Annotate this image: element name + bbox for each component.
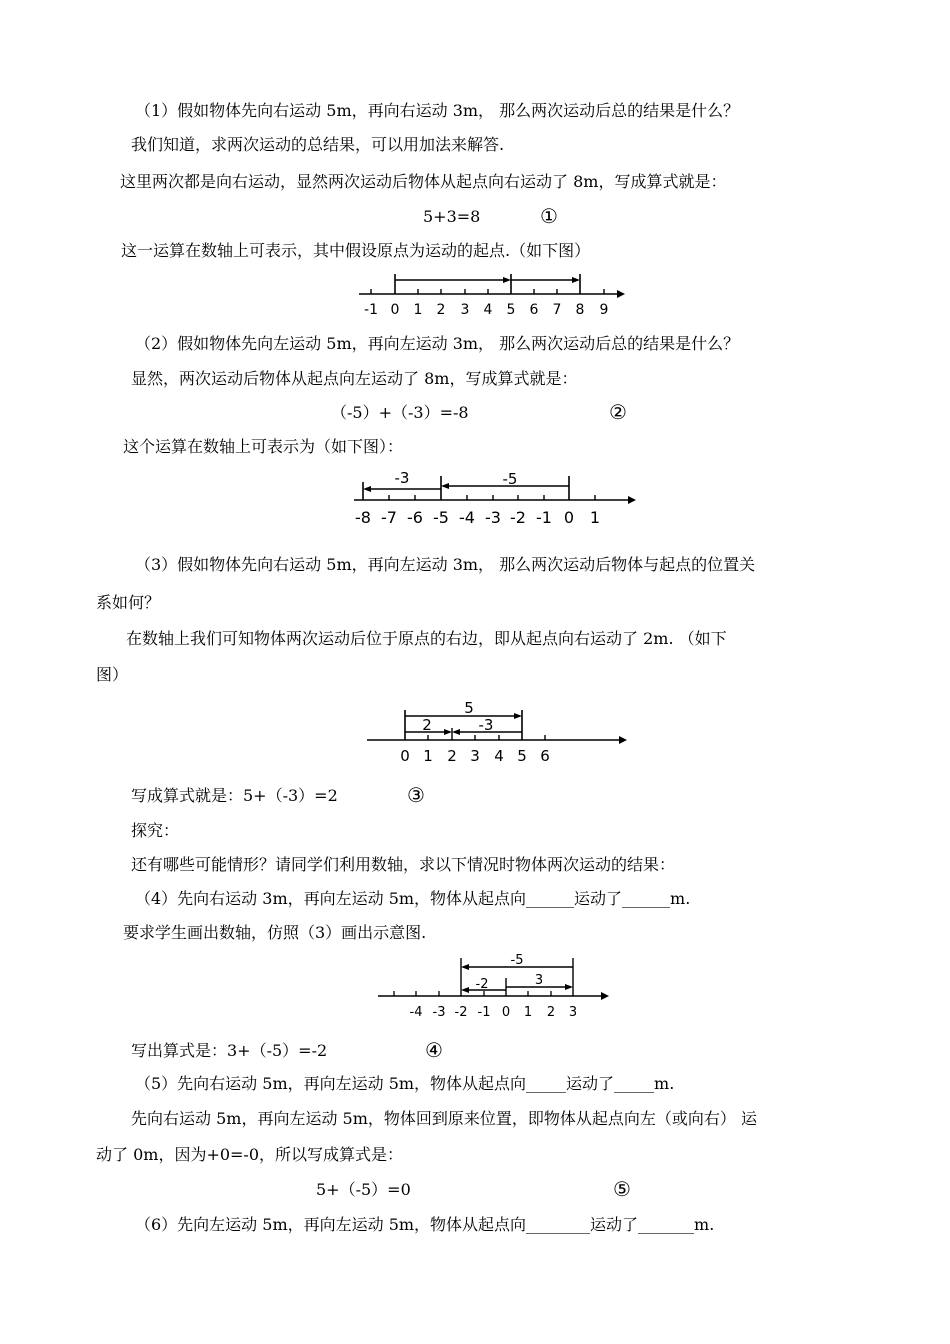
text-line: （2）假如物体先向左运动 5m，再向左运动 3m， 那么两次运动后总的结果是什么？ xyxy=(135,334,740,353)
tick-label: 1 xyxy=(413,302,423,318)
tick-label: 7 xyxy=(552,302,562,318)
number-line-diagram-4 xyxy=(376,950,616,1022)
arrow-label: -3 xyxy=(478,716,494,734)
text-line: （6）先向左运动 5m，再向左运动 5m，物体从起点向________运动了_______m. xyxy=(135,1215,715,1234)
tick-label: -3 xyxy=(432,1005,446,1020)
tick-label: 4 xyxy=(494,747,504,765)
tick-label: 3 xyxy=(470,747,480,765)
tick-label: 1 xyxy=(589,508,601,527)
text-line: 动了 0m，因为+0=-0，所以写成算式是： xyxy=(96,1145,404,1164)
tick-label: 0 xyxy=(501,1005,511,1020)
text-line: 写成算式就是：5+（-3）=2 xyxy=(131,786,338,805)
tick-label: -1 xyxy=(364,302,378,318)
text-line: 先向右运动 5m，再向左运动 5m，物体回到原来位置，即物体从起点向左（或向右） 运 xyxy=(131,1109,757,1128)
text-line: （1）假如物体先向右运动 5m，再向右运动 3m， 那么两次运动后总的结果是什么？ xyxy=(135,101,740,120)
tick-label: -3 xyxy=(485,508,501,527)
tick-label: 5 xyxy=(506,302,516,318)
tick-label: 2 xyxy=(436,302,446,318)
equation-5: 5+（-5）=0 xyxy=(316,1180,411,1199)
text-line: 我们知道，求两次运动的总结果，可以用加法来解答. xyxy=(131,135,505,154)
tick-label: 1 xyxy=(523,1005,533,1020)
tick-label: 2 xyxy=(546,1005,556,1020)
text-line: （4）先向右运动 3m，再向左运动 5m，物体从起点向______运动了______m. xyxy=(135,889,691,908)
arrow-label: -5 xyxy=(510,953,524,968)
tick-label: 3 xyxy=(460,302,470,318)
arrow-label: -2 xyxy=(475,977,489,992)
arrow-label: -3 xyxy=(394,469,410,487)
equation-1: 5+3=8 xyxy=(423,207,481,226)
text-line: 这个运算在数轴上可表示为（如下图）： xyxy=(123,437,404,456)
text-line: 探究： xyxy=(131,821,180,840)
equation-number-2: ② xyxy=(609,400,627,424)
tick-label: -6 xyxy=(407,508,423,527)
text-line: 还有哪些可能情形？请同学们利用数轴，求以下情况时物体两次运动的结果： xyxy=(131,855,676,874)
text-line: 图） xyxy=(96,665,129,684)
tick-label: 0 xyxy=(563,508,575,527)
text-line: 显然，两次运动后物体从起点向左运动了 8m，写成算式就是： xyxy=(131,369,578,388)
tick-label: -5 xyxy=(433,508,449,527)
text-line: 写出算式是：3+（-5）=-2 xyxy=(131,1041,328,1060)
equation-number-3: ③ xyxy=(407,783,425,807)
tick-label: 0 xyxy=(390,302,400,318)
tick-label: 2 xyxy=(447,747,457,765)
equation-2: （-5）+（-3）=-8 xyxy=(331,403,469,422)
number-line-diagram-3 xyxy=(365,698,633,768)
tick-label: -7 xyxy=(381,508,397,527)
number-line-diagram-1 xyxy=(355,268,630,320)
text-line: 这里两次都是向右运动，显然两次运动后物体从起点向右运动了 8m，写成算式就是： xyxy=(120,172,727,191)
tick-label: -1 xyxy=(477,1005,491,1020)
arrow-head xyxy=(503,277,511,283)
tick-label: 4 xyxy=(483,302,493,318)
arrow-label: 2 xyxy=(422,716,432,734)
tick-label: 5 xyxy=(517,747,527,765)
equation-number-4: ④ xyxy=(425,1038,443,1062)
tick-label: -2 xyxy=(454,1005,468,1020)
arrow-label: -5 xyxy=(502,470,518,488)
tick-label: -8 xyxy=(355,508,371,527)
text-line: 系如何？ xyxy=(96,593,161,612)
text-line: 这一运算在数轴上可表示，其中假设原点为运动的起点.（如下图） xyxy=(121,241,591,260)
tick-label: -1 xyxy=(536,508,552,527)
tick-label: 6 xyxy=(529,302,539,318)
arrow-head xyxy=(572,277,580,283)
tick-label: 9 xyxy=(599,302,609,318)
arrow-label: 5 xyxy=(464,699,474,717)
text-line: （5）先向右运动 5m，再向左运动 5m，物体从起点向_____运动了_____m. xyxy=(135,1074,675,1093)
arrow-label: 3 xyxy=(534,973,544,988)
tick-label: 8 xyxy=(575,302,585,318)
number-line-diagram-2 xyxy=(350,464,640,530)
equation-number-5: ⑤ xyxy=(613,1177,631,1201)
tick-label: -4 xyxy=(409,1005,423,1020)
tick-label: 6 xyxy=(540,747,550,765)
text-line: （3）假如物体先向右运动 5m，再向左运动 3m， 那么两次运动后物体与起点的位置关 xyxy=(135,555,756,574)
tick-label: 1 xyxy=(423,747,433,765)
text-line: 在数轴上我们可知物体两次运动后位于原点的右边，即从起点向右运动了 2m. （如下 xyxy=(126,629,727,648)
tick-label: 0 xyxy=(400,747,410,765)
tick-label: -2 xyxy=(510,508,526,527)
equation-number-1: ① xyxy=(540,204,558,228)
text-line: 要求学生画出数轴，仿照（3）画出示意图. xyxy=(123,923,427,942)
tick-label: 3 xyxy=(568,1005,578,1020)
tick-label: -4 xyxy=(459,508,475,527)
